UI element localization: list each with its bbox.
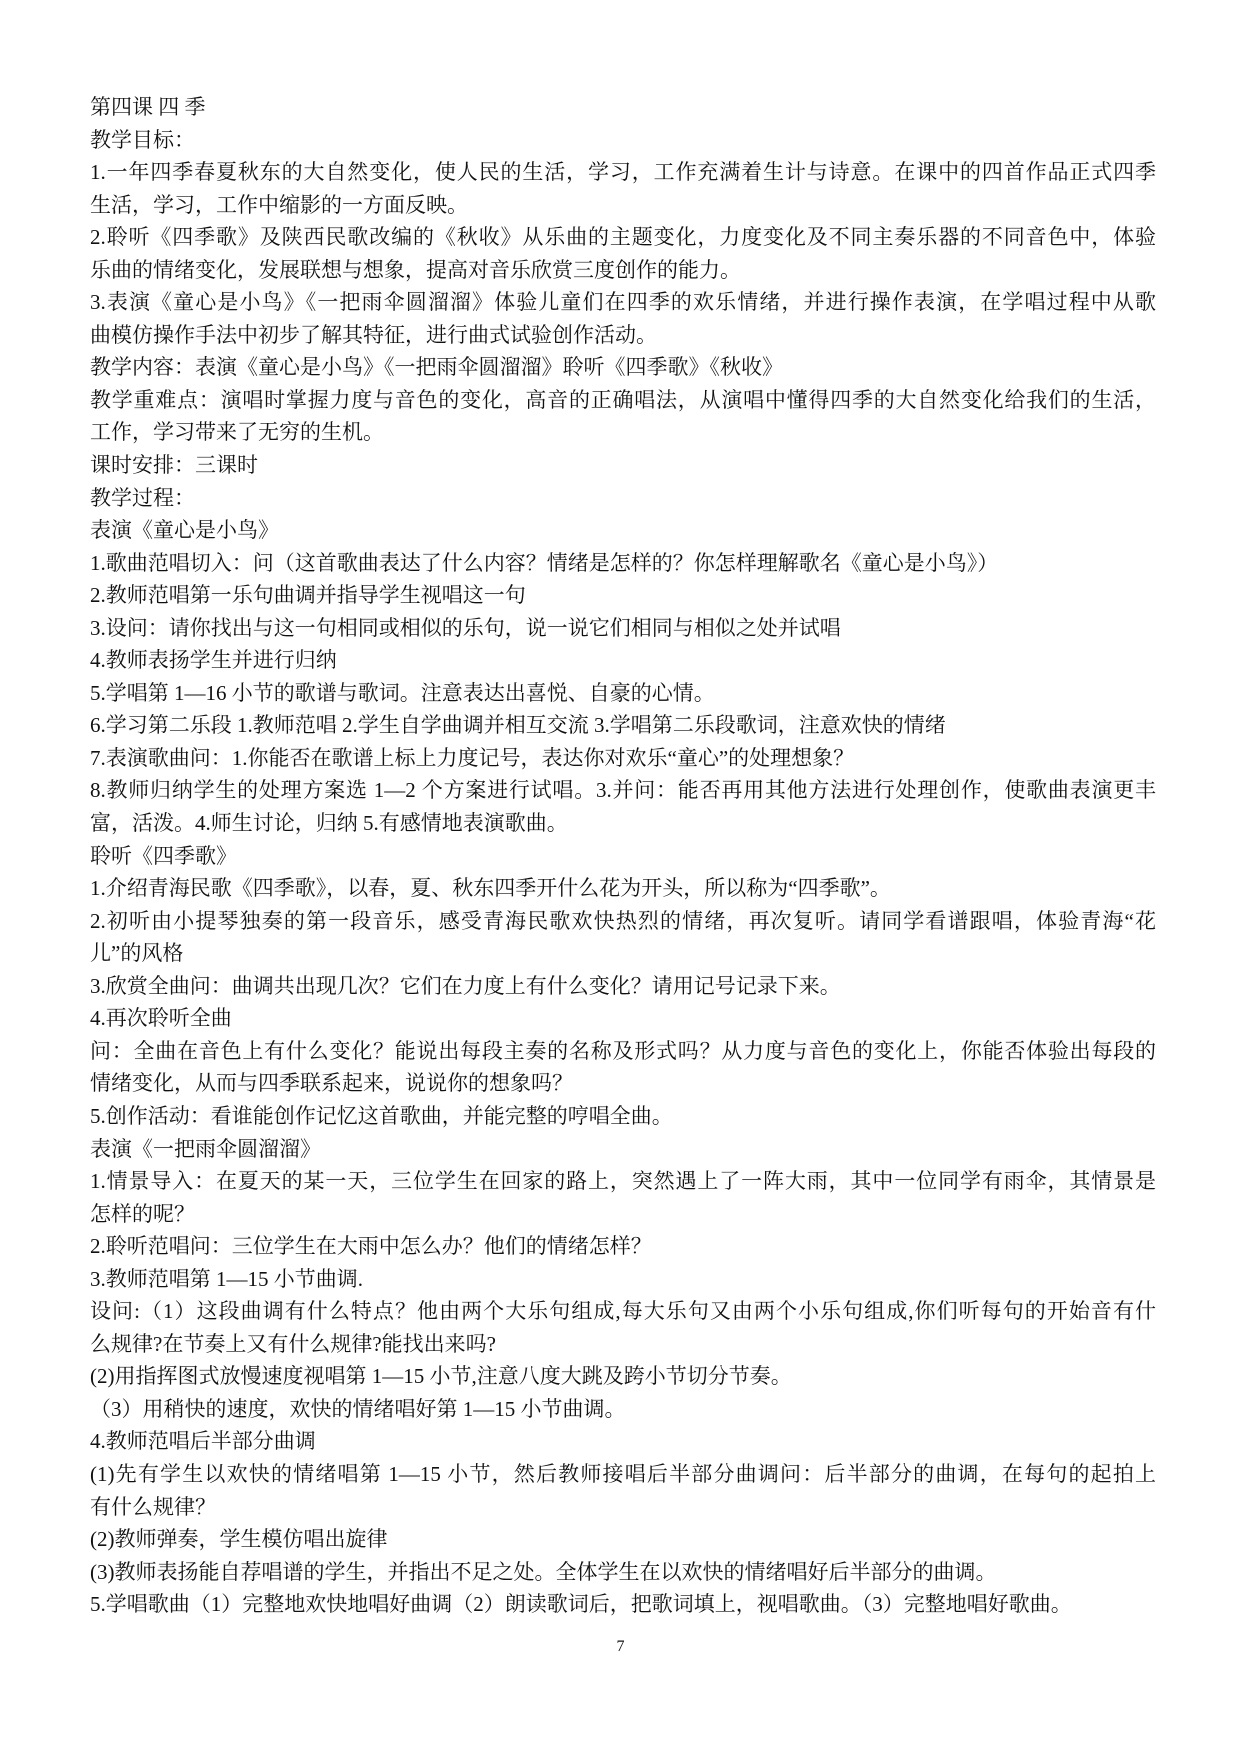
text-line: 4.教师范唱后半部分曲调 — [90, 1429, 316, 1454]
text-line: 儿”的风格 — [90, 941, 184, 966]
text-line: 1.歌曲范唱切入：问（这首歌曲表达了什么内容？情绪是怎样的？你怎样理解歌名《童心是小鸟》） — [90, 550, 999, 575]
step-item — [90, 1295, 1156, 1360]
step-item — [90, 774, 1156, 839]
step-item — [90, 1263, 1156, 1296]
section-heading: 聆听《四季歌》 — [90, 843, 237, 868]
process-section — [90, 840, 1156, 1133]
text-line: 曲模仿操作手法中初步了解其特征，进行曲式试验创作活动。 — [90, 322, 657, 347]
objective-item — [90, 286, 1156, 351]
text-line: （3）用稍快的速度，欢快的情绪唱好第 1—15 小节曲调。 — [90, 1396, 626, 1421]
text-line: (1)先有学生以欢快的情绪唱第 1—15 小节，然后教师接唱后半部分曲调问：后半部分的曲调，在每句的起拍上 — [90, 1461, 1156, 1486]
text-line: 8.教师归纳学生的处理方案选 1—2 个方案进行试唱。3.并问：能否再用其他方法进行处理创作，使歌曲表演更丰 — [90, 778, 1156, 803]
step-item — [90, 1360, 1156, 1393]
lesson-plan — [90, 91, 1156, 1621]
section-heading: 表演《一把雨伞圆溜溜》 — [90, 1136, 321, 1161]
text-line: 3.表演《童心是小鸟》《一把雨伞圆溜溜》体验儿童们在四季的欢乐情绪，并进行操作表演，在学唱过程中从歌 — [90, 290, 1156, 315]
section-heading: 表演《童心是小鸟》 — [90, 518, 279, 543]
step-item — [90, 1165, 1156, 1230]
text-line: 4.教师表扬学生并进行归纳 — [90, 648, 337, 673]
step-item — [90, 644, 1156, 677]
text-line: 乐曲的情绪变化，发展联想与想象，提高对音乐欣赏三度创作的能力。 — [90, 257, 741, 282]
step-item — [90, 1556, 1156, 1589]
text-line: (3)教师表扬能自荐唱谱的学生，并指出不足之处。全体学生在以欢快的情绪唱好后半部分的曲调。 — [90, 1559, 997, 1584]
step-item — [90, 1002, 1156, 1035]
text-line: (2)用指挥图式放慢速度视唱第 1—15 小节,注意八度大跳及跨小节切分节奏。 — [90, 1364, 792, 1389]
text-line: 6.学习第二乐段 1.教师范唱 2.学生自学曲调并相互交流 3.学唱第二乐段歌词，注意欢快的情绪 — [90, 713, 946, 738]
text-line: 7.表演歌曲问：1.你能否在歌谱上标上力度记号，表达你对欢乐“童心”的处理想象？ — [90, 745, 855, 770]
step-item — [90, 970, 1156, 1003]
step-item — [90, 1100, 1156, 1133]
process-section — [90, 1133, 1156, 1621]
text-line: 1.一年四季春夏秋东的大自然变化，使人民的生活，学习，工作充满着生计与诗意。在课中的四首作品正式四季 — [90, 160, 1156, 185]
step-item — [90, 547, 1156, 580]
text-line: 2.初听由小提琴独奏的第一段音乐，感受青海民歌欢快热烈的情绪，再次复听。请同学看谱跟唱，体验青海“花 — [90, 908, 1156, 933]
step-item — [90, 1393, 1156, 1426]
objective-item — [90, 221, 1156, 286]
text-line: 富，活泼。4.师生讨论，归纳 5.有感情地表演歌曲。 — [90, 811, 568, 836]
step-item — [90, 709, 1156, 742]
step-item — [90, 1588, 1156, 1621]
text-line: 怎样的呢？ — [90, 1201, 195, 1226]
text-line: 教学重难点：演唱时掌握力度与音色的变化，高音的正确唱法，从演唱中懂得四季的大自然变化给我们的生活， — [90, 387, 1156, 412]
text-line: 5.学唱第 1—16 小节的歌谱与歌词。注意表达出喜悦、自豪的心情。 — [90, 680, 715, 705]
text-line: 生活，学习，工作中缩影的一方面反映。 — [90, 192, 468, 217]
step-item — [90, 1425, 1156, 1458]
process-section — [90, 514, 1156, 839]
step-item — [90, 742, 1156, 775]
step-item — [90, 579, 1156, 612]
key-points — [90, 384, 1156, 449]
text-line: 2.聆听《四季歌》及陕西民歌改编的《秋收》从乐曲的主题变化，力度变化及不同主奏乐器的不同音色中，体验 — [90, 225, 1156, 250]
text-line: 设问:（1）这段曲调有什么特点？他由两个大乐句组成,每大乐句又由两个小乐句组成,你们听每句的开始音有什 — [90, 1299, 1156, 1324]
step-item — [90, 612, 1156, 645]
lesson-title: 第四课 四 季 — [90, 95, 206, 119]
step-item — [90, 872, 1156, 905]
objective-item — [90, 156, 1156, 221]
step-item — [90, 1230, 1156, 1263]
text-line: 5.学唱歌曲（1）完整地欢快地唱好曲调（2）朗读歌词后，把歌词填上，视唱歌曲。（3）完整地唱好歌曲。 — [90, 1592, 1072, 1617]
objectives-block — [90, 124, 1156, 352]
process-heading: 教学过程： — [90, 485, 195, 510]
step-item — [90, 1035, 1156, 1100]
objectives-heading: 教学目标： — [90, 127, 195, 152]
text-line: 3.欣赏全曲问：曲调共出现几次？它们在力度上有什么变化？请用记号记录下来。 — [90, 973, 841, 998]
text-line: 5.创作活动：看谁能创作记忆这首歌曲，并能完整的哼唱全曲。 — [90, 1103, 673, 1128]
text-line: 么规律?在节奏上又有什么规律?能找出来吗? — [90, 1331, 496, 1356]
teaching-content: 教学内容：表演《童心是小鸟》《一把雨伞圆溜溜》聆听《四季歌》《秋收》 — [90, 355, 783, 380]
text-line: 3.设问：请你找出与这一句相同或相似的乐句，说一说它们相同与相似之处并试唱 — [90, 615, 841, 640]
step-item — [90, 1458, 1156, 1523]
text-line: 2.教师范唱第一乐句曲调并指导学生视唱这一句 — [90, 583, 526, 608]
text-line: 2.聆听范唱问：三位学生在大雨中怎么办？他们的情绪怎样？ — [90, 1234, 652, 1259]
step-item — [90, 905, 1156, 970]
text-line: 问：全曲在音色上有什么变化？能说出每段主奏的名称及形式吗？从力度与音色的变化上，你能否体验出每段的 — [90, 1038, 1156, 1063]
step-item — [90, 677, 1156, 710]
text-line: 4.再次聆听全曲 — [90, 1006, 232, 1031]
text-line: 工作，学习带来了无穷的生机。 — [90, 420, 384, 445]
text-line: 1.介绍青海民歌《四季歌》，以春，夏、秋东四季开什么花为开头，所以称为“四季歌”。 — [90, 876, 891, 901]
text-line: 情绪变化，从而与四季联系起来，说说你的想象吗？ — [90, 1071, 573, 1096]
step-item — [90, 1523, 1156, 1556]
page-number: 7 — [616, 1638, 625, 1655]
text-line: 有什么规律？ — [90, 1494, 216, 1519]
class-schedule: 课时安排：三课时 — [90, 453, 258, 478]
text-line: (2)教师弹奏，学生模仿唱出旋律 — [90, 1527, 388, 1552]
text-line: 3.教师范唱第 1—15 小节曲调. — [90, 1266, 363, 1291]
text-line: 1.情景导入：在夏天的某一天，三位学生在回家的路上，突然遇上了一阵大雨，其中一位同学有雨伞，其情景是 — [90, 1169, 1156, 1194]
